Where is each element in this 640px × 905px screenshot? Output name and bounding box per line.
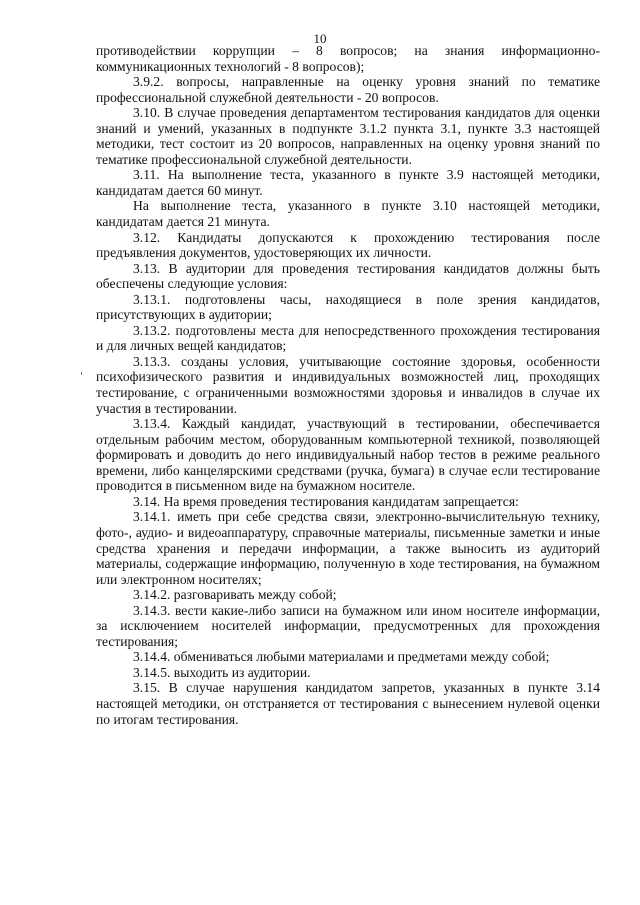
paragraph-3-14: 3.14. На время проведения тестирования кандидатам запрещается: <box>133 493 519 509</box>
paragraph-3-14-4: 3.14.4. обмениваться любыми материалами и предметами между собой; <box>133 649 550 665</box>
paragraph-3-12: 3.12. Кандидаты допускаются к прохождению тестирования после предъявления документов, удостоверяющих их личности. <box>96 229 600 261</box>
paragraph-3-14-5: 3.14.5. выходить из аудитории. <box>133 664 311 680</box>
paragraph-3-13-1: 3.13.1. подготовлены часы, находящиеся в поле зрения кандидатов, присутствующих в аудитории; <box>96 291 600 323</box>
paragraph-3-13-2: 3.13.2. подготовлены места для непосредственного прохождения тестирования и для личных вещей кандидатов; <box>96 322 600 354</box>
paragraph-3-11: 3.11. На выполнение теста, указанного в пункте 3.9 настоящей методики, кандидатам дается 60 минут. <box>96 167 600 198</box>
paragraph-3-15: 3.15. В случае нарушения кандидатом запретов, указанных в пункте 3.14 настоящей методики, он отстраняется от тестирования с вынесением нулевой оценки по итогам тестирования. <box>96 680 600 727</box>
paragraph-3-14-1: 3.14.1. иметь при себе средства связи, электронно-вычислительную технику, фото-, аудио- и видеоаппаратуру, справочные материалы, письменные заметки и иные средства хранения и передачи информации, а также выносить из аудиторий материалы, содержащие информацию, полученную в ходе тестирования, на бумажном или электронном носителях; <box>96 509 600 587</box>
paragraph-3-11-continued: На выполнение теста, указанного в пункте 3.10 настоящей методики, кандидатам дается 21 минута. <box>96 198 600 230</box>
paragraph-3-13-4: 3.13.4. Каждый кандидат, участвующий в тестировании, обеспечивается отдельным рабочим местом, оборудованным компьютерной техникой, позволяющей формировать и доводить до него индивидуальный набор тестов в режиме реального времени, либо канцелярскими средствами (ручка, бумага) в случае если тестирование проводится в письменном виде на бумажном носителе. <box>96 416 600 494</box>
paragraph-3-13: 3.13. В аудитории для проведения тестирования кандидатов должны быть обеспечены следующие условия: <box>96 260 600 292</box>
paragraph-continuation: противодействии коррупции – 8 вопросов; на знания информационно-коммуникационных технологий - 8 вопросов); <box>96 43 600 74</box>
paragraph-3-9-2: 3.9.2. вопросы, направленные на оценку уровня знаний по тематике профессиональной служебной деятельности - 20 вопросов. <box>96 74 600 105</box>
paragraph-3-10: 3.10. В случае проведения департаментом тестирования кандидатов для оценки знаний и умений, указанных в подпункте 3.1.2 пункта 3.1, пункте 3.3 настоящей методики, тест состоит из 20 вопросов, направленных на оценку уровня знаний по тематике профессиональной служебной деятельности. <box>96 105 600 167</box>
paragraph-3-13-3: 3.13.3. созданы условия, учитывающие состояние здоровья, особенности психофизического развития и индивидуальных возможностей лиц, проходящих тестирование, с ограниченными возможностями здоровья и инвалидов в случае их участия в тестировании. <box>96 353 600 416</box>
page-number: 10 <box>313 31 327 46</box>
paragraph-3-14-3: 3.14.3. вести какие-либо записи на бумажном или ином носителе информации, за исключением носителей информации, предусмотренных для прохождения тестирования; <box>96 602 600 649</box>
paragraph-3-14-2: 3.14.2. разговаривать между собой; <box>133 587 337 603</box>
document-body <box>96 43 600 727</box>
margin-mark <box>81 372 82 375</box>
